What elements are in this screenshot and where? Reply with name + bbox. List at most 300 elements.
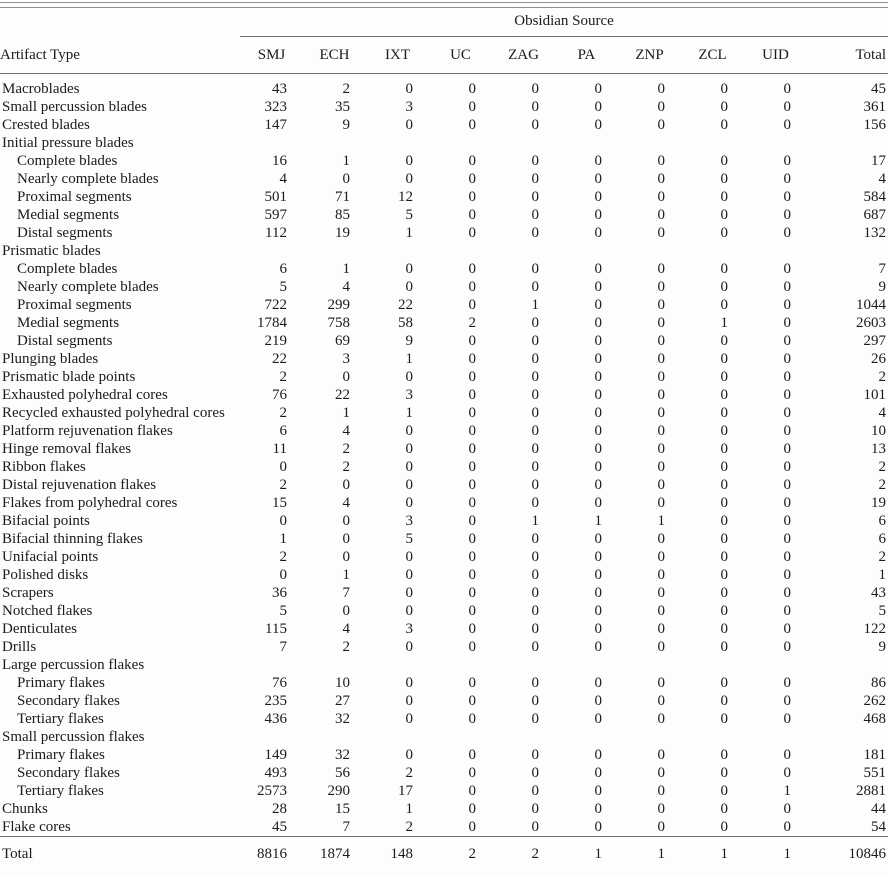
artifact-type-label: Secondary flakes bbox=[17, 693, 120, 709]
value-cell: 22 bbox=[398, 297, 413, 313]
value-cell bbox=[240, 728, 303, 746]
value-cell bbox=[366, 242, 429, 260]
value-cell: 0 bbox=[405, 477, 413, 493]
row-total-cell bbox=[807, 134, 888, 152]
table-row bbox=[0, 116, 888, 134]
artifact-type-label: Unifacial points bbox=[2, 549, 99, 565]
value-cell: 58 bbox=[398, 315, 413, 331]
artifact-type-label: Macroblades bbox=[2, 81, 80, 97]
value-cell: 0 bbox=[657, 549, 665, 565]
value-cell: 0 bbox=[657, 81, 665, 97]
value-cell: 0 bbox=[720, 225, 728, 241]
value-cell bbox=[744, 134, 807, 152]
value-cell: 0 bbox=[783, 207, 791, 223]
value-cell: 0 bbox=[720, 423, 728, 439]
value-cell: 0 bbox=[468, 405, 476, 421]
value-cell: 0 bbox=[657, 351, 665, 367]
artifact-type-label: Chunks bbox=[2, 801, 48, 817]
value-cell: 0 bbox=[531, 783, 539, 799]
value-cell: 4 bbox=[279, 171, 287, 187]
row-total-cell: 10 bbox=[871, 423, 887, 439]
value-cell: 0 bbox=[531, 603, 539, 619]
value-cell: 2 bbox=[342, 639, 350, 655]
value-cell: 12 bbox=[398, 189, 413, 205]
value-cell bbox=[492, 242, 555, 260]
value-cell: 436 bbox=[264, 711, 287, 727]
value-cell: 0 bbox=[720, 711, 728, 727]
value-cell: 0 bbox=[468, 189, 476, 205]
artifact-type-label: Platform rejuvenation flakes bbox=[2, 423, 173, 439]
value-cell: 0 bbox=[531, 117, 539, 133]
value-cell: 0 bbox=[783, 513, 791, 529]
value-cell: 0 bbox=[783, 351, 791, 367]
value-cell bbox=[618, 134, 681, 152]
value-cell: 0 bbox=[468, 225, 476, 241]
value-cell: 0 bbox=[531, 387, 539, 403]
value-cell: 3 bbox=[405, 513, 413, 529]
artifact-type-header: Artifact Type bbox=[0, 37, 240, 74]
value-cell: 0 bbox=[594, 819, 602, 835]
row-total-cell: 43 bbox=[871, 585, 887, 601]
value-cell: 5 bbox=[279, 603, 287, 619]
value-cell: 0 bbox=[720, 765, 728, 781]
artifact-type-label: Medial segments bbox=[17, 315, 120, 331]
value-cell: 3 bbox=[405, 387, 413, 403]
value-cell: 2 bbox=[279, 549, 287, 565]
row-total-cell: 54 bbox=[871, 819, 887, 835]
value-cell: 0 bbox=[531, 207, 539, 223]
value-cell: 0 bbox=[657, 333, 665, 349]
value-cell bbox=[744, 656, 807, 674]
value-cell: 0 bbox=[720, 117, 728, 133]
value-cell: 0 bbox=[594, 153, 602, 169]
value-cell: 3 bbox=[405, 99, 413, 115]
value-cell: 2 bbox=[279, 405, 287, 421]
value-cell: 0 bbox=[468, 171, 476, 187]
value-cell: 0 bbox=[531, 531, 539, 547]
value-cell: 1 bbox=[342, 153, 350, 169]
value-cell: 4 bbox=[342, 621, 350, 637]
value-cell: 0 bbox=[720, 693, 728, 709]
artifact-type-label: Nearly complete blades bbox=[17, 279, 159, 295]
value-cell: 0 bbox=[594, 783, 602, 799]
value-cell: 493 bbox=[264, 765, 287, 781]
column-header-zcl: ZCL bbox=[681, 37, 744, 74]
value-cell: 0 bbox=[720, 171, 728, 187]
table-row bbox=[0, 566, 888, 584]
artifact-type-label: Small percussion blades bbox=[2, 99, 147, 115]
column-header-uid: UID bbox=[744, 37, 807, 74]
value-cell: 10 bbox=[335, 675, 350, 691]
value-cell: 0 bbox=[594, 351, 602, 367]
value-cell: 0 bbox=[657, 639, 665, 655]
value-cell: 0 bbox=[468, 423, 476, 439]
value-cell: 0 bbox=[657, 189, 665, 205]
value-cell: 0 bbox=[594, 747, 602, 763]
table-row bbox=[0, 584, 888, 602]
value-cell: 0 bbox=[468, 783, 476, 799]
table-row bbox=[0, 674, 888, 692]
value-cell: 0 bbox=[531, 315, 539, 331]
value-cell: 0 bbox=[468, 693, 476, 709]
value-cell: 0 bbox=[783, 315, 791, 331]
value-cell: 0 bbox=[531, 567, 539, 583]
value-cell bbox=[681, 656, 744, 674]
row-total-cell: 2 bbox=[878, 459, 887, 475]
value-cell: 0 bbox=[657, 819, 665, 835]
value-cell bbox=[492, 728, 555, 746]
value-cell: 32 bbox=[335, 747, 350, 763]
value-cell: 323 bbox=[264, 99, 287, 115]
row-total-cell: 468 bbox=[863, 711, 887, 727]
table-row bbox=[0, 224, 888, 242]
value-cell: 0 bbox=[783, 639, 791, 655]
value-cell: 0 bbox=[405, 747, 413, 763]
value-cell: 76 bbox=[272, 387, 287, 403]
value-cell: 85 bbox=[335, 207, 350, 223]
value-cell: 0 bbox=[783, 477, 791, 493]
value-cell: 0 bbox=[468, 567, 476, 583]
value-cell: 76 bbox=[272, 675, 287, 691]
value-cell: 0 bbox=[468, 261, 476, 277]
table-row bbox=[0, 74, 888, 99]
value-cell: 501 bbox=[264, 189, 287, 205]
value-cell: 0 bbox=[594, 315, 602, 331]
value-cell: 0 bbox=[720, 441, 728, 457]
value-cell: 0 bbox=[594, 207, 602, 223]
value-cell: 0 bbox=[720, 513, 728, 529]
value-cell: 0 bbox=[531, 441, 539, 457]
value-cell: 0 bbox=[657, 315, 665, 331]
value-cell: 0 bbox=[594, 585, 602, 601]
value-cell: 0 bbox=[531, 585, 539, 601]
column-header-row bbox=[0, 37, 888, 74]
value-cell: 0 bbox=[783, 225, 791, 241]
table-row bbox=[0, 188, 888, 206]
row-total-cell: 6 bbox=[878, 513, 887, 529]
row-total-cell: 297 bbox=[863, 333, 887, 349]
value-cell: 3 bbox=[405, 621, 413, 637]
value-cell bbox=[681, 134, 744, 152]
spanner-spacer bbox=[0, 8, 240, 37]
row-total-cell: 4 bbox=[878, 171, 887, 187]
value-cell: 0 bbox=[783, 549, 791, 565]
table-row bbox=[0, 332, 888, 350]
value-cell: 0 bbox=[657, 765, 665, 781]
value-cell: 2 bbox=[279, 477, 287, 493]
value-cell: 0 bbox=[531, 675, 539, 691]
group-header-label: Small percussion flakes bbox=[2, 729, 145, 745]
value-cell: 0 bbox=[405, 639, 413, 655]
value-cell: 149 bbox=[264, 747, 287, 763]
value-cell: 0 bbox=[531, 639, 539, 655]
row-total-cell: 4 bbox=[878, 405, 887, 421]
value-cell: 112 bbox=[265, 225, 287, 241]
artifact-type-label: Medial segments bbox=[17, 207, 120, 223]
grand-total-smj: 8816 bbox=[240, 837, 303, 875]
table-row bbox=[0, 548, 888, 566]
row-total-cell: 19 bbox=[871, 495, 887, 511]
group-header-row bbox=[0, 728, 888, 746]
grand-total-pa: 1 bbox=[555, 837, 618, 875]
value-cell: 0 bbox=[468, 81, 476, 97]
value-cell: 1784 bbox=[257, 315, 287, 331]
value-cell: 0 bbox=[594, 675, 602, 691]
grand-total-label: Total bbox=[0, 837, 240, 875]
value-cell: 290 bbox=[327, 783, 350, 799]
table-row bbox=[0, 692, 888, 710]
grand-total-zag: 2 bbox=[492, 837, 555, 875]
value-cell: 0 bbox=[783, 765, 791, 781]
value-cell: 5 bbox=[405, 531, 413, 547]
table-row bbox=[0, 782, 888, 800]
value-cell: 219 bbox=[264, 333, 287, 349]
value-cell bbox=[303, 242, 366, 260]
value-cell: 4 bbox=[342, 279, 350, 295]
value-cell: 7 bbox=[342, 819, 350, 835]
value-cell: 0 bbox=[531, 549, 539, 565]
artifact-type-label: Flake cores bbox=[2, 819, 71, 835]
value-cell: 0 bbox=[720, 369, 728, 385]
value-cell: 2 bbox=[279, 369, 287, 385]
value-cell: 0 bbox=[783, 171, 791, 187]
value-cell: 0 bbox=[657, 495, 665, 511]
value-cell: 0 bbox=[594, 279, 602, 295]
value-cell: 0 bbox=[468, 513, 476, 529]
value-cell: 0 bbox=[657, 441, 665, 457]
value-cell: 0 bbox=[783, 531, 791, 547]
value-cell: 19 bbox=[335, 225, 350, 241]
value-cell: 0 bbox=[531, 279, 539, 295]
value-cell: 0 bbox=[783, 801, 791, 817]
value-cell: 3 bbox=[342, 351, 350, 367]
value-cell: 6 bbox=[279, 261, 287, 277]
group-header-label: Large percussion flakes bbox=[2, 657, 145, 673]
value-cell: 0 bbox=[531, 333, 539, 349]
value-cell: 0 bbox=[783, 747, 791, 763]
row-total-cell: 2 bbox=[878, 369, 887, 385]
value-cell: 0 bbox=[720, 261, 728, 277]
group-header-label: Prismatic blades bbox=[2, 243, 101, 259]
table-row bbox=[0, 278, 888, 296]
value-cell: 0 bbox=[405, 81, 413, 97]
grand-total-ixt: 148 bbox=[366, 837, 429, 875]
row-total-cell: 9 bbox=[878, 279, 887, 295]
value-cell: 115 bbox=[265, 621, 287, 637]
artifact-type-label: Ribbon flakes bbox=[2, 459, 86, 475]
value-cell bbox=[366, 656, 429, 674]
value-cell: 0 bbox=[783, 675, 791, 691]
value-cell: 0 bbox=[594, 765, 602, 781]
column-header-ech: ECH bbox=[303, 37, 366, 74]
value-cell: 0 bbox=[405, 171, 413, 187]
table-row bbox=[0, 386, 888, 404]
value-cell bbox=[681, 728, 744, 746]
value-cell: 0 bbox=[720, 207, 728, 223]
value-cell: 0 bbox=[594, 225, 602, 241]
row-total-cell: 2603 bbox=[856, 315, 887, 331]
row-total-cell: 262 bbox=[863, 693, 887, 709]
value-cell: 0 bbox=[594, 117, 602, 133]
value-cell: 5 bbox=[405, 207, 413, 223]
row-total-cell: 584 bbox=[863, 189, 887, 205]
value-cell: 1 bbox=[342, 261, 350, 277]
value-cell: 0 bbox=[594, 801, 602, 817]
value-cell: 0 bbox=[405, 423, 413, 439]
table-footer bbox=[0, 837, 888, 875]
value-cell: 0 bbox=[657, 693, 665, 709]
value-cell: 0 bbox=[657, 405, 665, 421]
value-cell: 0 bbox=[657, 423, 665, 439]
value-cell bbox=[492, 656, 555, 674]
value-cell: 0 bbox=[468, 765, 476, 781]
value-cell: 0 bbox=[594, 477, 602, 493]
value-cell: 0 bbox=[468, 207, 476, 223]
value-cell: 0 bbox=[783, 261, 791, 277]
value-cell: 0 bbox=[342, 531, 350, 547]
value-cell: 0 bbox=[720, 189, 728, 205]
value-cell: 0 bbox=[783, 693, 791, 709]
value-cell: 722 bbox=[264, 297, 287, 313]
value-cell: 1 bbox=[279, 531, 287, 547]
value-cell: 0 bbox=[720, 333, 728, 349]
value-cell: 0 bbox=[657, 261, 665, 277]
value-cell: 0 bbox=[594, 297, 602, 313]
row-total-cell: 1044 bbox=[856, 297, 887, 313]
value-cell: 0 bbox=[657, 567, 665, 583]
value-cell: 0 bbox=[720, 675, 728, 691]
value-cell bbox=[366, 728, 429, 746]
value-cell: 17 bbox=[398, 783, 413, 799]
row-total-cell: 86 bbox=[871, 675, 887, 691]
value-cell bbox=[240, 134, 303, 152]
value-cell: 36 bbox=[272, 585, 287, 601]
row-total-cell: 6 bbox=[878, 531, 887, 547]
value-cell: 0 bbox=[783, 333, 791, 349]
value-cell: 0 bbox=[468, 675, 476, 691]
column-header-ixt: IXT bbox=[366, 37, 429, 74]
value-cell: 0 bbox=[531, 81, 539, 97]
value-cell: 0 bbox=[594, 693, 602, 709]
value-cell: 0 bbox=[468, 441, 476, 457]
table-row bbox=[0, 296, 888, 314]
value-cell: 1 bbox=[342, 405, 350, 421]
group-header-row bbox=[0, 134, 888, 152]
value-cell: 71 bbox=[335, 189, 350, 205]
value-cell bbox=[240, 656, 303, 674]
row-total-cell: 181 bbox=[863, 747, 887, 763]
value-cell: 0 bbox=[720, 459, 728, 475]
value-cell: 0 bbox=[594, 333, 602, 349]
value-cell: 0 bbox=[783, 621, 791, 637]
value-cell: 7 bbox=[342, 585, 350, 601]
grand-total-uid: 1 bbox=[744, 837, 807, 875]
value-cell: 0 bbox=[657, 459, 665, 475]
column-header-zag: ZAG bbox=[492, 37, 555, 74]
value-cell bbox=[303, 134, 366, 152]
value-cell: 0 bbox=[405, 369, 413, 385]
value-cell: 0 bbox=[594, 423, 602, 439]
value-cell bbox=[618, 656, 681, 674]
grand-total-zcl: 1 bbox=[681, 837, 744, 875]
value-cell: 27 bbox=[335, 693, 350, 709]
value-cell: 2573 bbox=[257, 783, 287, 799]
value-cell: 0 bbox=[468, 279, 476, 295]
value-cell: 0 bbox=[594, 621, 602, 637]
value-cell bbox=[303, 728, 366, 746]
value-cell: 0 bbox=[405, 675, 413, 691]
value-cell: 45 bbox=[272, 819, 287, 835]
table-row bbox=[0, 602, 888, 620]
value-cell bbox=[429, 134, 492, 152]
value-cell: 0 bbox=[783, 603, 791, 619]
artifact-type-label: Tertiary flakes bbox=[17, 711, 104, 727]
value-cell: 0 bbox=[657, 99, 665, 115]
row-total-cell: 2 bbox=[878, 549, 887, 565]
value-cell: 0 bbox=[594, 81, 602, 97]
value-cell: 0 bbox=[468, 477, 476, 493]
value-cell: 0 bbox=[405, 711, 413, 727]
value-cell: 0 bbox=[531, 423, 539, 439]
value-cell: 0 bbox=[657, 171, 665, 187]
table-row bbox=[0, 764, 888, 782]
value-cell: 2 bbox=[342, 81, 350, 97]
value-cell: 28 bbox=[272, 801, 287, 817]
value-cell: 0 bbox=[783, 117, 791, 133]
value-cell: 69 bbox=[335, 333, 350, 349]
value-cell: 0 bbox=[594, 711, 602, 727]
value-cell bbox=[429, 656, 492, 674]
value-cell: 0 bbox=[468, 639, 476, 655]
value-cell: 5 bbox=[279, 279, 287, 295]
column-header-smj: SMJ bbox=[240, 37, 303, 74]
value-cell: 0 bbox=[720, 387, 728, 403]
value-cell: 0 bbox=[405, 279, 413, 295]
value-cell: 0 bbox=[468, 117, 476, 133]
value-cell bbox=[429, 728, 492, 746]
value-cell: 0 bbox=[657, 747, 665, 763]
value-cell: 0 bbox=[720, 495, 728, 511]
value-cell: 9 bbox=[405, 333, 413, 349]
row-total-cell: 2881 bbox=[856, 783, 887, 799]
value-cell: 0 bbox=[657, 603, 665, 619]
value-cell: 0 bbox=[531, 459, 539, 475]
value-cell: 0 bbox=[720, 603, 728, 619]
value-cell: 0 bbox=[657, 675, 665, 691]
value-cell: 0 bbox=[405, 549, 413, 565]
value-cell: 0 bbox=[531, 801, 539, 817]
value-cell: 0 bbox=[657, 207, 665, 223]
value-cell bbox=[555, 656, 618, 674]
value-cell: 0 bbox=[657, 297, 665, 313]
value-cell: 0 bbox=[468, 297, 476, 313]
value-cell: 0 bbox=[783, 441, 791, 457]
value-cell: 0 bbox=[468, 351, 476, 367]
row-total-cell: 551 bbox=[863, 765, 887, 781]
value-cell: 0 bbox=[720, 531, 728, 547]
artifact-type-label: Drills bbox=[2, 639, 37, 655]
value-cell: 0 bbox=[783, 459, 791, 475]
value-cell: 0 bbox=[783, 297, 791, 313]
value-cell bbox=[555, 242, 618, 260]
value-cell: 0 bbox=[657, 153, 665, 169]
value-cell: 0 bbox=[594, 261, 602, 277]
table-row bbox=[0, 314, 888, 332]
value-cell: 0 bbox=[531, 765, 539, 781]
value-cell: 0 bbox=[783, 423, 791, 439]
value-cell: 0 bbox=[720, 801, 728, 817]
value-cell: 0 bbox=[342, 549, 350, 565]
